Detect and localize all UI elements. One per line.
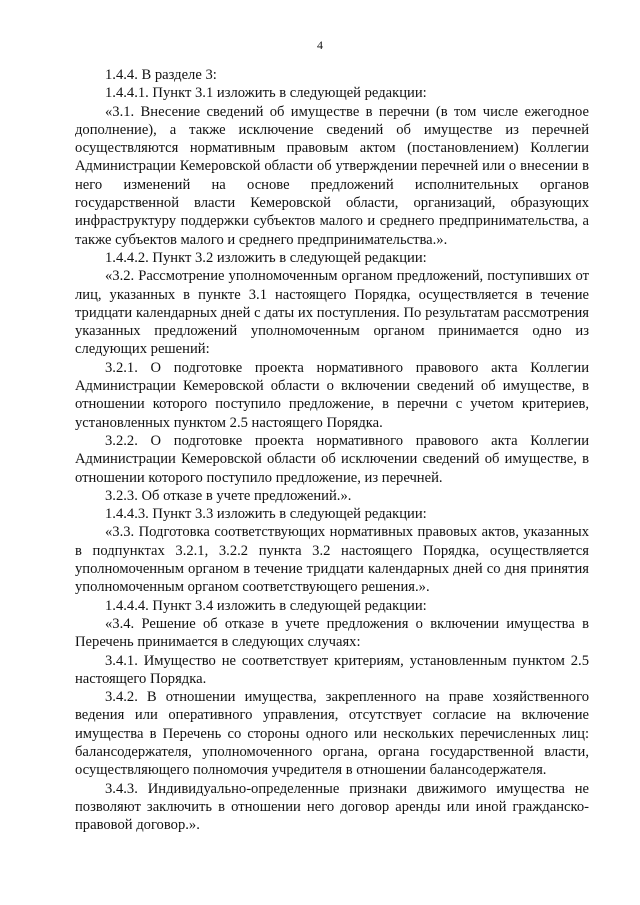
paragraph-amend-3-4: 1.4.4.4. Пункт 3.4 изложить в следующей редакции: bbox=[105, 597, 427, 614]
paragraph-clause-3-4-1: 3.4.1. Имущество не соответствует критериям, установленным пунктом 2.5 настоящего Порядка. bbox=[75, 652, 589, 687]
paragraph-clause-3-2-2: 3.2.2. О подготовке проекта нормативного правового акта Коллегии Администрации Кемеровской области об исключении сведений об имуществе, в отношении которого поступило предложение, из перечней. bbox=[75, 432, 589, 486]
paragraph-clause-3-1: «3.1. Внесение сведений об имуществе в перечни (в том числе ежегодное дополнение), а также исключение сведений об имуществе из перечней осуществляются нормативным правовым актом (постановлением) Коллегии Администрации Кемеровской области об утверждении перечней или о внесении в него изменений на основе предложений исполнительных органов государственной власти Кемеровской области, организаций, образующих инфраструктуру поддержки субъектов малого и среднего предпринимательства, а также субъектов малого и среднего предпринимательства.». bbox=[75, 103, 589, 248]
paragraph-clause-3-3: «3.3. Подготовка соответствующих нормативных правовых актов, указанных в подпунктах 3.2.1, 3.2.2 пункта 3.2 настоящего Порядка, осуществляется уполномоченным органом в течение тридцати календарных дней со дня принятия уполномоченным органом соответствующего решения.». bbox=[75, 524, 589, 596]
paragraph-clause-3-4-2: 3.4.2. В отношении имущества, закрепленного на праве хозяйственного ведения или оперативного управления, отсутствует согласие на включение имущества в Перечень со стороны одного или нескольких перечисленных лиц: балансодержателя, уполномоченного органа, органа государственной власти, осуществляющего полномочия учредителя в отношении балансодержателя. bbox=[75, 689, 589, 779]
paragraph-amend-3-3: 1.4.4.3. Пункт 3.3 изложить в следующей редакции: bbox=[105, 506, 427, 523]
paragraph-clause-3-2-3: 3.2.3. Об отказе в учете предложений.». bbox=[105, 487, 352, 504]
page-number: 4 bbox=[317, 38, 323, 52]
paragraph-clause-3-2-1: 3.2.1. О подготовке проекта нормативного правового акта Коллегии Администрации Кемеровской области о включении сведений об имуществе, в отношении которого поступило предложение, в перечни с учетом критериев, установленных пунктом 2.5 настоящего Порядка. bbox=[75, 359, 589, 431]
paragraph-section-3-heading: 1.4.4. В разделе 3: bbox=[105, 67, 217, 83]
paragraph-clause-3-2: «3.2. Рассмотрение уполномоченным органом предложений, поступивших от лиц, указанных в пункте 3.1 настоящего Порядка, осуществляется в течение тридцати календарных дней с даты их поступления. По результатам рассмотрения указанных предложений уполномоченным органом принимается одно из следующих решений: bbox=[75, 268, 589, 358]
document-body bbox=[75, 66, 589, 834]
paragraph-clause-3-4-3: 3.4.3. Индивидуально-определенные признаки движимого имущества не позволяют заключить в отношении него договор аренды или иной гражданско-правовой договор.». bbox=[75, 780, 589, 834]
paragraph-amend-3-1: 1.4.4.1. Пункт 3.1 изложить в следующей редакции: bbox=[105, 85, 427, 102]
paragraph-amend-3-2: 1.4.4.2. Пункт 3.2 изложить в следующей редакции: bbox=[105, 249, 427, 266]
paragraph-clause-3-4: «3.4. Решение об отказе в учете предложения о включении имущества в Перечень принимается в следующих случаях: bbox=[75, 615, 589, 651]
